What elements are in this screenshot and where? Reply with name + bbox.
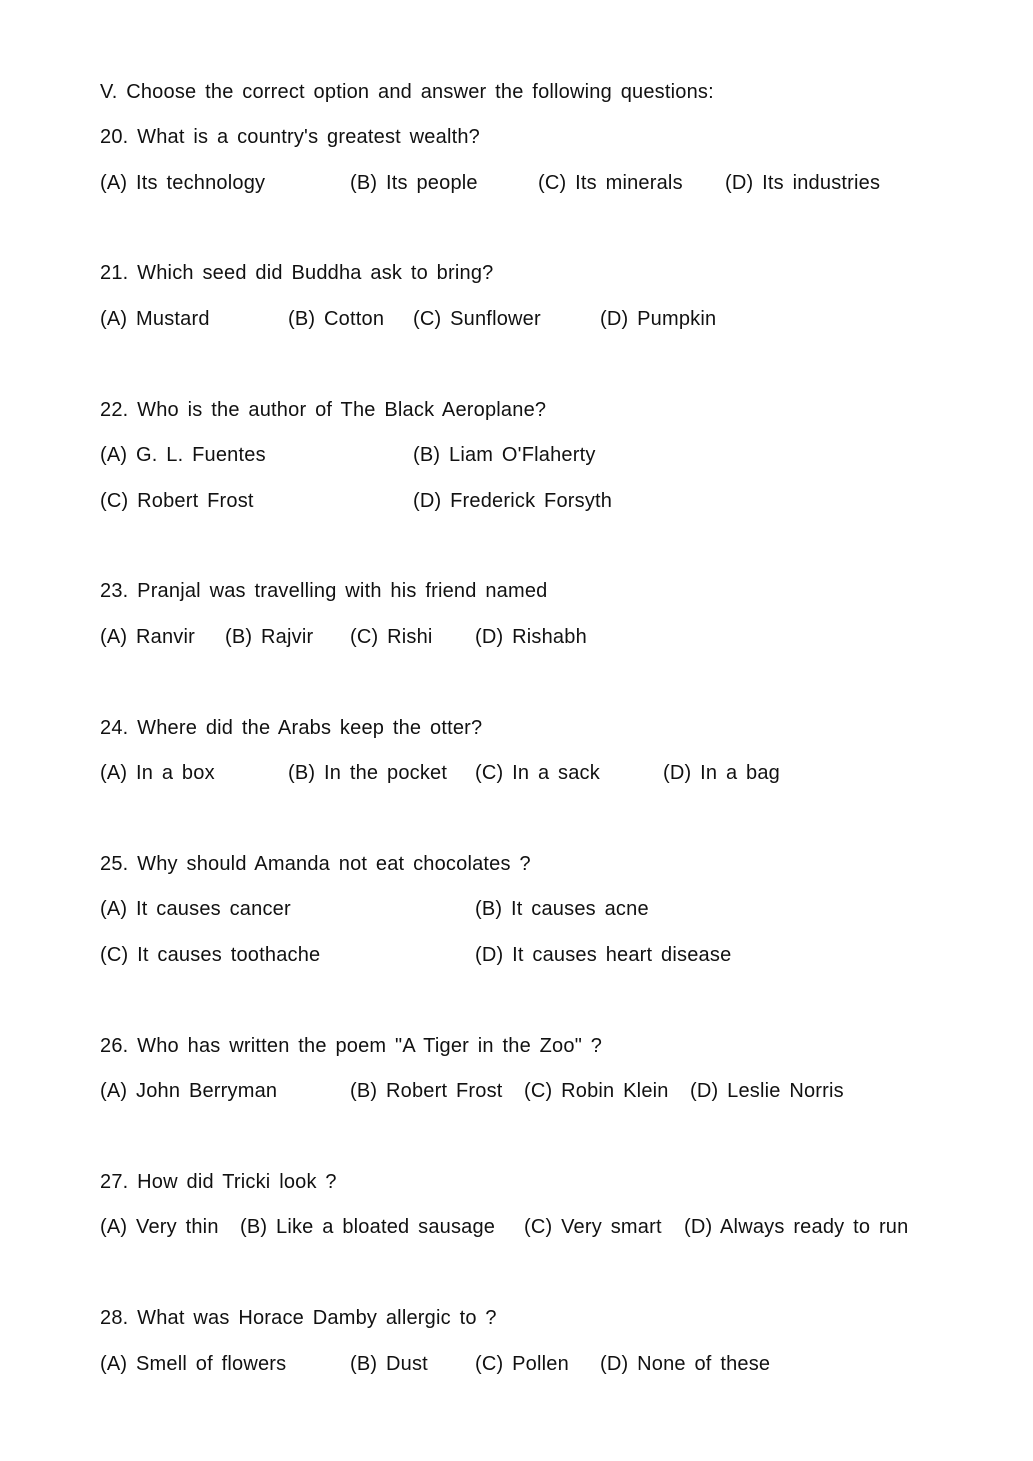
- question-23-option-a: (A) Ranvir: [100, 626, 196, 648]
- question-20-option-b: (B) Its people: [350, 172, 478, 194]
- question-28-option-d: (D) None of these: [600, 1353, 771, 1375]
- question-24-stem: 24. Where did the Arabs keep the otter?: [100, 717, 483, 739]
- question-24-option-a: (A) In a box: [100, 762, 215, 784]
- question-24-option-c: (C) In a sack: [475, 762, 600, 784]
- question-27-option-b: (B) Like a bloated sausage: [240, 1216, 496, 1238]
- question-28-option-a: (A) Smell of flowers: [100, 1353, 287, 1375]
- question-26-option-d: (D) Leslie Norris: [690, 1080, 844, 1102]
- question-26-stem: 26. Who has written the poem "A Tiger in the Zoo" ?: [100, 1035, 603, 1057]
- question-26-option-a: (A) John Berryman: [100, 1080, 278, 1102]
- question-23-option-d: (D) Rishabh: [475, 626, 587, 648]
- question-26-option-b: (B) Robert Frost: [350, 1080, 503, 1102]
- question-21-option-b: (B) Cotton: [288, 308, 385, 330]
- question-27-option-d: (D) Always ready to run: [684, 1216, 909, 1238]
- question-21-stem: 21. Which seed did Buddha ask to bring?: [100, 262, 494, 284]
- question-22-stem: 22. Who is the author of The Black Aeroplane?: [100, 399, 547, 421]
- question-21-option-a: (A) Mustard: [100, 308, 210, 330]
- question-27-option-c: (C) Very smart: [524, 1216, 662, 1238]
- question-23-stem: 23. Pranjal was travelling with his friend named: [100, 580, 548, 602]
- question-24-option-b: (B) In the pocket: [288, 762, 448, 784]
- question-25-option-c: (C) It causes toothache: [100, 944, 321, 966]
- question-20-option-d: (D) Its industries: [725, 172, 881, 194]
- question-20-option-a: (A) Its technology: [100, 172, 266, 194]
- question-21-option-c: (C) Sunflower: [413, 308, 541, 330]
- question-22-option-d: (D) Frederick Forsyth: [413, 490, 613, 512]
- section-instruction: V. Choose the correct option and answer the following questions:: [100, 81, 714, 103]
- question-25-stem: 25. Why should Amanda not eat chocolates ?: [100, 853, 531, 875]
- question-28-stem: 28. What was Horace Damby allergic to ?: [100, 1307, 497, 1329]
- question-24-option-d: (D) In a bag: [663, 762, 781, 784]
- question-22-option-b: (B) Liam O'Flaherty: [413, 444, 596, 466]
- question-25-option-d: (D) It causes heart disease: [475, 944, 732, 966]
- question-25-option-a: (A) It causes cancer: [100, 898, 291, 920]
- question-20-option-c: (C) Its minerals: [538, 172, 683, 194]
- question-21-option-d: (D) Pumpkin: [600, 308, 717, 330]
- question-27-option-a: (A) Very thin: [100, 1216, 219, 1238]
- question-22-option-a: (A) G. L. Fuentes: [100, 444, 266, 466]
- question-20-stem: 20. What is a country's greatest wealth?: [100, 126, 480, 148]
- question-27-stem: 27. How did Tricki look ?: [100, 1171, 337, 1193]
- question-23-option-c: (C) Rishi: [350, 626, 433, 648]
- question-28-option-c: (C) Pollen: [475, 1353, 569, 1375]
- question-22-option-c: (C) Robert Frost: [100, 490, 254, 512]
- question-25-option-b: (B) It causes acne: [475, 898, 649, 920]
- question-28-option-b: (B) Dust: [350, 1353, 428, 1375]
- question-26-option-c: (C) Robin Klein: [524, 1080, 669, 1102]
- question-23-option-b: (B) Rajvir: [225, 626, 314, 648]
